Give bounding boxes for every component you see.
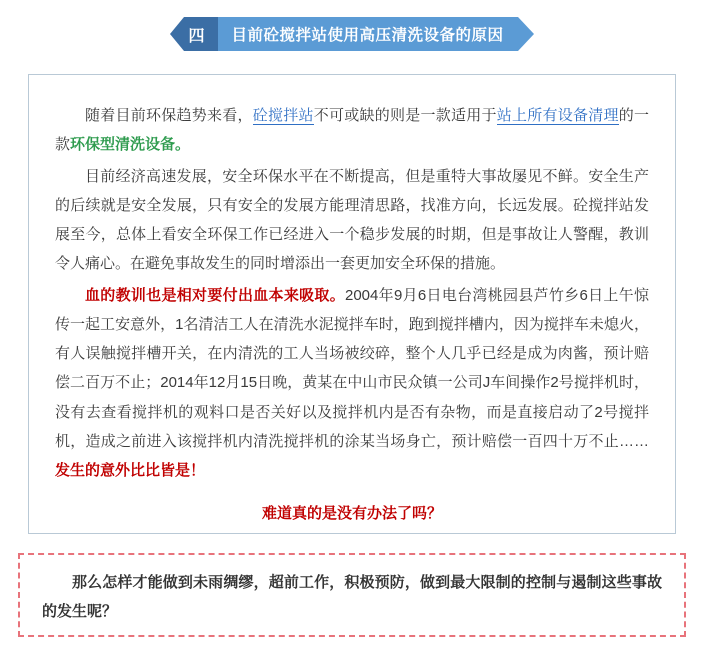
- para1-seg2: 不可或缺的则是一款适用于: [313, 107, 497, 124]
- para1-seg1: 随着目前环保趋势来看，: [85, 107, 253, 124]
- document-page: [0, 8, 704, 648]
- header-banner: [170, 17, 533, 51]
- banner-right-arrow-icon: [518, 17, 534, 51]
- para1-link-equipment-cleaning[interactable]: 站上所有设备清理: [496, 107, 619, 124]
- banner-left-arrow-icon: [170, 17, 184, 51]
- article-body: [28, 74, 676, 534]
- section-number: 四: [184, 17, 217, 51]
- section-header: [0, 8, 704, 60]
- footer-callout-text: 那么怎样才能做到未雨绸缪，超前工作，积极预防，做到最大限制的控制与遏制这些事故的发生呢？: [42, 574, 662, 620]
- para3-red-lead: 血的教训也是相对要付出血本来吸取。: [85, 286, 345, 304]
- para1-emphasis-green: 环保型清洗设备。: [70, 136, 191, 154]
- paragraph-1: [55, 101, 649, 160]
- paragraph-3: [55, 281, 649, 486]
- footer-callout: [18, 553, 686, 637]
- para1-link-mixing-station[interactable]: 砼搅拌站: [252, 107, 314, 124]
- para3-red-tail: 发生的意外比比皆是！: [55, 462, 206, 479]
- paragraph-2: 目前经济高速发展，安全环保水平在不断提高，但是重特大事故屡见不鲜。安全生产的后续就是安全发展，只有安全的发展方能理清思路，找准方向，长远发展。砼搅拌站发展至今，总体上看安全环保工作已经进入一个稳步发展的时期，但是事故让人警醒，教训令人痛心。在避免事故发生的同时增添出一套更加安全环保的措施。: [55, 167, 649, 273]
- para1-seg3: 的一款: [55, 107, 649, 154]
- rhetorical-question: 难道真的是没有办法了吗？: [261, 505, 442, 523]
- page-title: 目前砼搅拌站使用高压清洗设备的原因: [218, 17, 518, 51]
- para3-body: 2004年9月6日电台湾桃园县芦竹乡6日上午惊传一起工安意外，1名清洁工人在清洗水泥搅拌车时，跑到搅拌槽内，因为搅拌车未熄火，有人误触搅拌槽开关，在内清洗的工人当场被绞碎，整个人几乎已经是成为肉酱，预计赔偿二百万不止；2014年12月15日晚，黄某在中山市民众镇一公司J车间操作2号搅拌机时，没有去查看搅拌机的观料口是否关好以及搅拌机内是否有杂物，而是直接启动了2号搅拌机，造成之前进入该搅拌机内清洗搅拌机的涂某当场身亡，预计赔偿一百四十万不止……: [55, 286, 649, 450]
